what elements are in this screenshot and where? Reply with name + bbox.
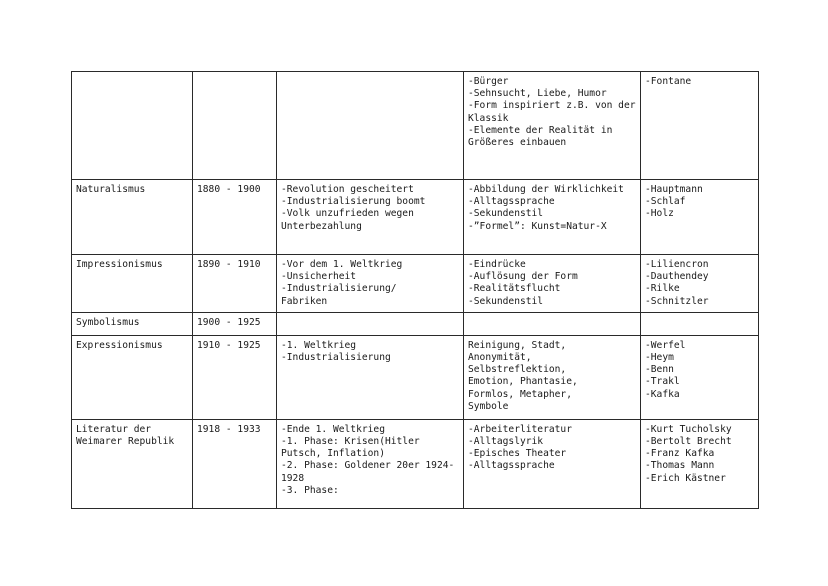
authors-cell: -Werfel -Heym -Benn -Trakl -Kafka [641, 335, 759, 419]
features-cell: -Bürger -Sehnsucht, Liebe, Humor -Form inspiriert z.B. von der Klassik -Elemente der Realität in Größeres einbauen [464, 72, 641, 180]
literary-epochs-table [71, 71, 759, 509]
period-cell: 1918 - 1933 [193, 419, 277, 508]
period-cell: 1890 - 1910 [193, 255, 277, 313]
period-cell: 1910 - 1925 [193, 335, 277, 419]
authors-cell: -Fontane [641, 72, 759, 180]
table-row [72, 419, 759, 508]
features-cell [464, 312, 641, 335]
period-cell: 1900 - 1925 [193, 312, 277, 335]
epoch-cell: Expressionismus [72, 335, 193, 419]
table-row [72, 312, 759, 335]
epoch-cell [72, 72, 193, 180]
background-cell [277, 312, 464, 335]
epoch-cell: Symbolismus [72, 312, 193, 335]
authors-cell: -Kurt Tucholsky -Bertolt Brecht -Franz Kafka -Thomas Mann -Erich Kästner [641, 419, 759, 508]
background-cell: -Revolution gescheitert -Industrialisierung boomt -Volk unzufrieden wegen Unterbezahlung [277, 180, 464, 255]
features-cell: -Eindrücke -Auflösung der Form -Realitätsflucht -Sekundenstil [464, 255, 641, 313]
epoch-cell: Impressionismus [72, 255, 193, 313]
epoch-cell: Naturalismus [72, 180, 193, 255]
background-cell: -Vor dem 1. Weltkrieg -Unsicherheit -Industrialisierung/ Fabriken [277, 255, 464, 313]
background-cell [277, 72, 464, 180]
background-cell: -Ende 1. Weltkrieg -1. Phase: Krisen(Hitler Putsch, Inflation) -2. Phase: Goldener 20er 1924-1928 -3. Phase: [277, 419, 464, 508]
table-row [72, 72, 759, 180]
features-cell: Reinigung, Stadt, Anonymität, Selbstreflektion, Emotion, Phantasie, Formlos, Metapher, Symbole [464, 335, 641, 419]
authors-cell: -Liliencron -Dauthendey -Rilke -Schnitzler [641, 255, 759, 313]
period-cell: 1880 - 1900 [193, 180, 277, 255]
features-cell: -Arbeiterliteratur -Alltagslyrik -Episches Theater -Alltagssprache [464, 419, 641, 508]
authors-cell [641, 312, 759, 335]
table-row [72, 335, 759, 419]
features-cell: -Abbildung der Wirklichkeit -Alltagssprache -Sekundenstil -”Formel”: Kunst=Natur-X [464, 180, 641, 255]
table-row [72, 255, 759, 313]
authors-cell: -Hauptmann -Schlaf -Holz [641, 180, 759, 255]
epoch-cell: Literatur der Weimarer Republik [72, 419, 193, 508]
background-cell: -1. Weltkrieg -Industrialisierung [277, 335, 464, 419]
table-row [72, 180, 759, 255]
period-cell [193, 72, 277, 180]
